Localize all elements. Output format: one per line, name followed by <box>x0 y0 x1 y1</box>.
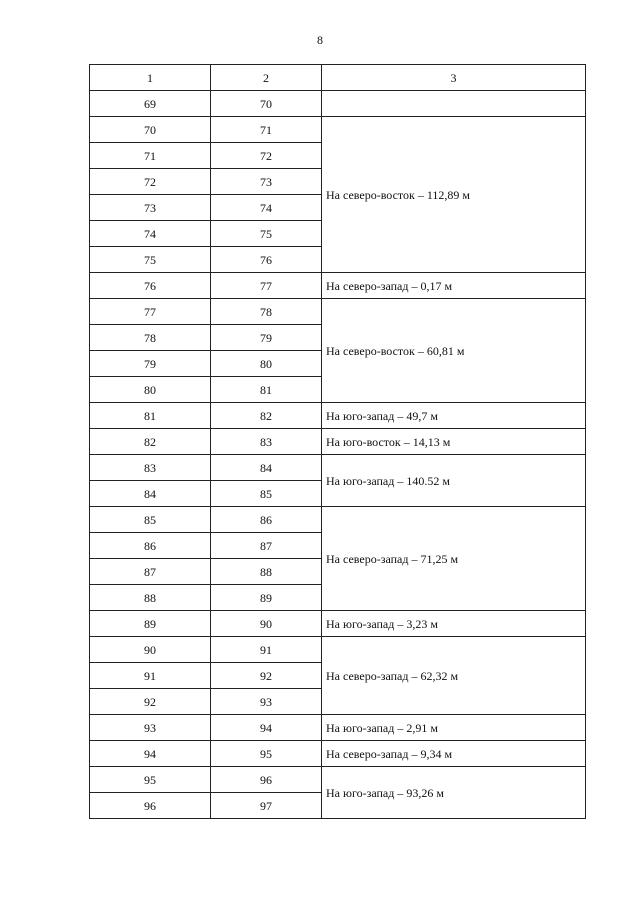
direction-distance-cell: На северо-запад – 0,17 м <box>322 273 586 299</box>
table-row <box>90 507 586 533</box>
page-number: 8 <box>317 33 323 47</box>
point-from-cell: 76 <box>90 273 211 299</box>
header-col-3: 3 <box>322 65 586 91</box>
point-from-cell: 92 <box>90 689 211 715</box>
point-to-cell: 81 <box>211 377 322 403</box>
direction-distance-cell: На северо-запад – 71,25 м <box>322 507 586 611</box>
direction-distance-cell: На северо-восток – 60,81 м <box>322 299 586 403</box>
point-to-cell: 71 <box>211 117 322 143</box>
point-from-cell: 84 <box>90 481 211 507</box>
point-to-cell: 72 <box>211 143 322 169</box>
point-to-cell: 89 <box>211 585 322 611</box>
point-to-cell: 70 <box>211 91 322 117</box>
direction-distance-cell: На юго-запад – 140.52 м <box>322 455 586 507</box>
point-from-cell: 71 <box>90 143 211 169</box>
point-to-cell: 97 <box>211 793 322 819</box>
header-row <box>90 65 586 91</box>
table-row <box>90 273 586 299</box>
point-from-cell: 72 <box>90 169 211 195</box>
point-from-cell: 94 <box>90 741 211 767</box>
point-from-cell: 78 <box>90 325 211 351</box>
point-from-cell: 79 <box>90 351 211 377</box>
direction-distance-cell: На юго-запад – 49,7 м <box>322 403 586 429</box>
point-to-cell: 90 <box>211 611 322 637</box>
point-to-cell: 86 <box>211 507 322 533</box>
point-to-cell: 83 <box>211 429 322 455</box>
boundary-table <box>89 64 586 819</box>
direction-distance-cell: На юго-восток – 14,13 м <box>322 429 586 455</box>
point-from-cell: 77 <box>90 299 211 325</box>
point-from-cell: 89 <box>90 611 211 637</box>
table-row <box>90 715 586 741</box>
table-row <box>90 611 586 637</box>
point-from-cell: 83 <box>90 455 211 481</box>
point-to-cell: 85 <box>211 481 322 507</box>
point-to-cell: 76 <box>211 247 322 273</box>
point-to-cell: 79 <box>211 325 322 351</box>
direction-distance-cell <box>322 91 586 117</box>
point-from-cell: 91 <box>90 663 211 689</box>
point-to-cell: 73 <box>211 169 322 195</box>
point-from-cell: 90 <box>90 637 211 663</box>
header-col-2: 2 <box>211 65 322 91</box>
direction-distance-cell: На юго-запад – 3,23 м <box>322 611 586 637</box>
table-row <box>90 299 586 325</box>
point-from-cell: 81 <box>90 403 211 429</box>
point-from-cell: 80 <box>90 377 211 403</box>
header-col-1: 1 <box>90 65 211 91</box>
table-row <box>90 429 586 455</box>
table-body <box>90 65 586 819</box>
point-to-cell: 84 <box>211 455 322 481</box>
point-from-cell: 82 <box>90 429 211 455</box>
point-from-cell: 96 <box>90 793 211 819</box>
point-from-cell: 73 <box>90 195 211 221</box>
point-to-cell: 95 <box>211 741 322 767</box>
point-from-cell: 95 <box>90 767 211 793</box>
point-to-cell: 80 <box>211 351 322 377</box>
point-from-cell: 70 <box>90 117 211 143</box>
table-row <box>90 455 586 481</box>
point-to-cell: 75 <box>211 221 322 247</box>
direction-distance-cell: На северо-восток – 112,89 м <box>322 117 586 273</box>
table-row <box>90 117 586 143</box>
table-row <box>90 91 586 117</box>
point-from-cell: 85 <box>90 507 211 533</box>
point-from-cell: 87 <box>90 559 211 585</box>
point-from-cell: 74 <box>90 221 211 247</box>
point-from-cell: 88 <box>90 585 211 611</box>
point-to-cell: 74 <box>211 195 322 221</box>
point-from-cell: 75 <box>90 247 211 273</box>
point-to-cell: 82 <box>211 403 322 429</box>
table-row <box>90 637 586 663</box>
point-to-cell: 91 <box>211 637 322 663</box>
point-to-cell: 92 <box>211 663 322 689</box>
direction-distance-cell: На северо-запад – 62,32 м <box>322 637 586 715</box>
point-to-cell: 77 <box>211 273 322 299</box>
direction-distance-cell: На юго-запад – 2,91 м <box>322 715 586 741</box>
point-to-cell: 93 <box>211 689 322 715</box>
point-to-cell: 87 <box>211 533 322 559</box>
table-row <box>90 767 586 793</box>
point-from-cell: 86 <box>90 533 211 559</box>
point-to-cell: 78 <box>211 299 322 325</box>
direction-distance-cell: На юго-запад – 93,26 м <box>322 767 586 819</box>
point-to-cell: 88 <box>211 559 322 585</box>
point-to-cell: 96 <box>211 767 322 793</box>
point-from-cell: 93 <box>90 715 211 741</box>
point-from-cell: 69 <box>90 91 211 117</box>
table-row <box>90 741 586 767</box>
table-row <box>90 403 586 429</box>
direction-distance-cell: На северо-запад – 9,34 м <box>322 741 586 767</box>
point-to-cell: 94 <box>211 715 322 741</box>
